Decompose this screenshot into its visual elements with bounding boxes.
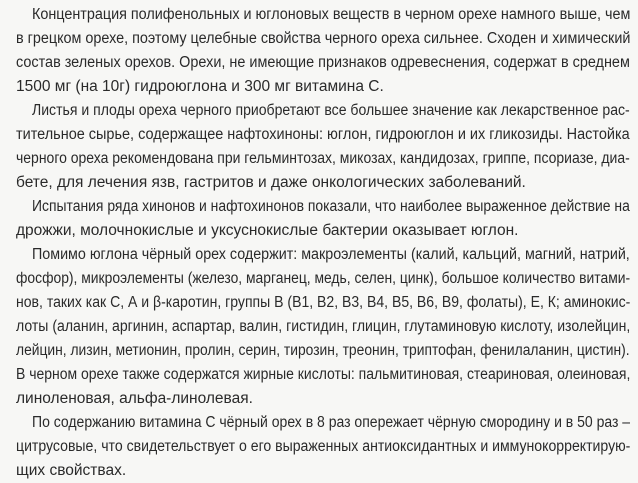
text-line: В черном орехе также содержатся жирные кислоты: пальмитиновая, стеариновая, олеиновая, — [16, 366, 630, 383]
text-line: цитрусовые, что свидетельствует о его выраженных антиоксидантных и иммунокорректирую- — [16, 438, 630, 455]
text-line: дрожжи, молочнокислые и уксуснокислые бактерии оказывает юглон. — [16, 222, 519, 239]
text-line: Концентрация полифенольных и юглоновых веществ в черном орехе намного выше, чем — [32, 6, 630, 23]
text-line: нов, таких как С, А и β-каротин, группы В (В1, В2, В3, В4, В5, В6, В9, фолаты), Е, К; аминокис- — [16, 294, 630, 311]
text-line: в грецком орехе, поэтому целебные свойства черного ореха сильнее. Сходен и химический — [16, 30, 630, 47]
text-line: бете, для лечения язв, гастритов и даже онкологических заболеваний. — [16, 174, 526, 191]
text-line: состав зеленых орехов. Орехи, не имеющие признаков одревеснения, содержат в среднем — [16, 54, 630, 71]
text-line: лейцин, лизин, метионин, пролин, серин, тирозин, треонин, триптофан, фенилаланин, цистин). — [16, 342, 630, 359]
text-line: 1500 мг (на 10г) гидроюглона и 300 мг витамина С. — [16, 78, 384, 95]
text-line: По содержанию витамина С чёрный орех в 8 раз опережает чёрную смородину и в 50 раз – — [32, 414, 630, 431]
text-line: линоленовая, альфа-линолевая. — [16, 390, 253, 407]
text-line: тительное сырье, содержащее нафтохиноны: юглон, гидроюглон и их гликозиды. Настойка — [16, 126, 630, 143]
text-line: щих свойствах. — [16, 462, 126, 479]
text-line: фосфор), микроэлементы (железо, марганец, медь, селен, цинк), большое количество витами- — [16, 270, 630, 287]
text-line: черного ореха рекомендована при гельминтозах, микозах, кандидозах, гриппе, псориазе, диа- — [16, 150, 630, 167]
text-line: Листья и плоды ореха черного приобретают все большее значение как лекарственное рас- — [32, 102, 630, 119]
text-line: Помимо юглона чёрный орех содержит: макроэлементы (калий, кальций, магний, натрий, — [32, 246, 630, 263]
text-line: лоты (аланин, аргинин, аспартар, валин, гистидин, глицин, глутаминовую кислоту, изолейцин, — [16, 318, 630, 335]
text-line: Испытания ряда хинонов и нафтохинонов показали, что наиболее выраженное действие на — [32, 198, 630, 215]
